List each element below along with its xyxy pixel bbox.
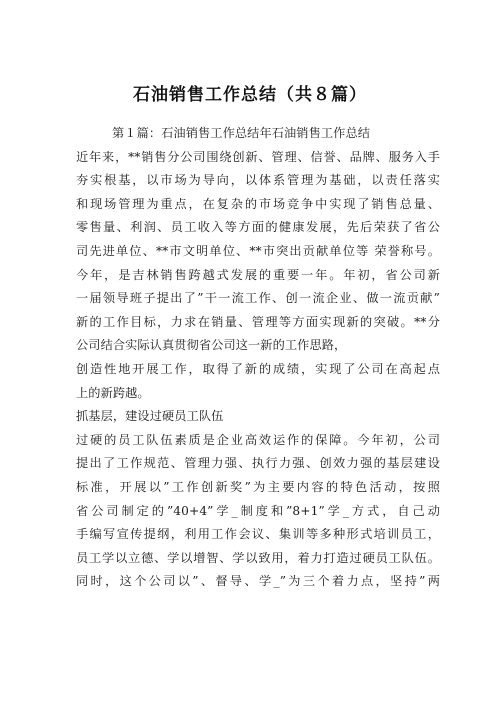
body-line: 上的新跨越。 [76,385,150,400]
body-line: 过硬的员工队伍素质是企业高效运作的保障。今年初，公司 [76,432,440,447]
body-line: 员工学以立德、学以增智、学以致用，着力打造过硬员工队伍。 [76,550,440,565]
body-line: 标准，开展以”工作创新奖”为主要内容的特色活动，按照 [76,479,440,494]
body-line: 夯实根基，以市场为导向，以体系管理为基础，以责任落实 [76,173,440,188]
body-line: 和现场管理为重点，在复杂的市场竞争中实现了销售总量、 [76,196,440,211]
body-line: 新的工作目标，力求在销量、管理等方面实现新的突破。**分 [76,314,440,329]
body-line: 近年来，**销售分公司围绕创新、管理、信誉、品牌、服务入手 [76,149,440,164]
body-line: 省公司制定的”40+4”学_制度和”8+1”学_方式，自己动 [76,503,440,518]
body-line: 司先进单位、**市文明单位、**市突出贡献单位等 荣誉称号。 [76,243,440,258]
body-line: 第１篇：石油销售工作总结年石油销售工作总结 [112,126,371,140]
body-line: 公司结合实际认真贯彻省公司这一新的工作思路， [76,338,347,353]
body-line: 手编写宣传提纲，利用工作会议、集训等多种形式培训员工， [76,527,440,542]
body-line: 同时，这个公司以”、督导、学_”为三个着力点，坚持”两 [76,574,440,589]
document-title: 石油销售工作总结（共８篇） [133,85,367,105]
body-line: 提出了工作规范、管理力强、执行力强、创效力强的基层建设 [76,456,440,471]
body-line: 今年，是吉林销售跨越式发展的重要一年。年初，省公司新 [76,267,440,282]
body-line: 创造性地开展工作，取得了新的成绩，实现了公司在高起点 [76,361,440,376]
body-line: 抓基层，建设过硬员工队伍 [76,409,224,424]
document-body [76,122,440,594]
body-line: 一届领导班子提出了”干一流工作、创一流企业、做一流贡献” [76,291,440,306]
body-line: 零售量、利润、员工收入等方面的健康发展，先后荣获了省公 [76,220,440,235]
